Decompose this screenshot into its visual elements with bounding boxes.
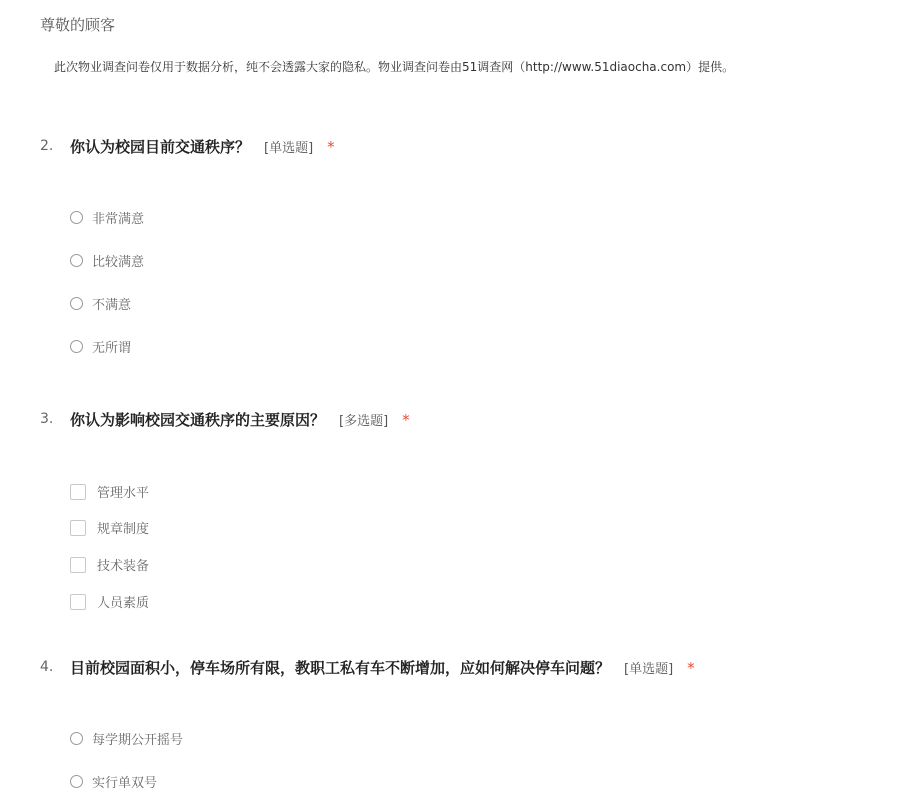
- required-mark: *: [687, 659, 695, 677]
- question-title: [70, 136, 335, 157]
- option-label: 规章制度: [97, 522, 150, 537]
- radio-button[interactable]: [70, 297, 83, 310]
- option-radio[interactable]: [70, 337, 131, 356]
- option-label: 每学期公开摇号: [92, 733, 184, 748]
- radio-button[interactable]: [70, 340, 83, 353]
- question-text: 目前校园面积小，停车场所有限，教职工私有车不断增加，应如何解决停车问题？: [70, 659, 611, 677]
- option-label: 人员素质: [97, 596, 150, 611]
- question-type-tag: [单选题]: [264, 141, 314, 156]
- option-radio[interactable]: [70, 729, 183, 748]
- question-number: 2.: [40, 138, 54, 154]
- option-label: 管理水平: [97, 486, 150, 501]
- question-title: [70, 409, 410, 430]
- option-label: 比较满意: [92, 255, 145, 270]
- radio-button[interactable]: [70, 775, 83, 788]
- option-checkbox[interactable]: [70, 482, 149, 501]
- option-checkbox[interactable]: [70, 518, 149, 537]
- radio-button[interactable]: [70, 254, 83, 267]
- option-label: 不满意: [92, 298, 132, 313]
- option-checkbox[interactable]: [70, 592, 149, 611]
- option-radio[interactable]: [70, 772, 157, 791]
- radio-button[interactable]: [70, 211, 83, 224]
- option-label: 无所谓: [92, 341, 132, 356]
- option-label: 实行单双号: [92, 776, 158, 791]
- option-label: 技术装备: [97, 559, 150, 574]
- question-number: 4.: [40, 659, 54, 675]
- required-mark: *: [327, 138, 335, 156]
- option-label: 非常满意: [92, 212, 145, 227]
- radio-button[interactable]: [70, 732, 83, 745]
- survey-intro: 此次物业调查问卷仅用于数据分析，纯不会透露大家的隐私。物业调查问卷由51调查网（http://www.51diaocha.com）提供。: [54, 60, 735, 74]
- checkbox[interactable]: [70, 557, 86, 573]
- option-radio[interactable]: [70, 208, 144, 227]
- checkbox[interactable]: [70, 520, 86, 536]
- option-checkbox[interactable]: [70, 555, 149, 574]
- survey-greeting: 尊敬的顾客: [40, 16, 116, 34]
- question-text: 你认为校园目前交通秩序？: [70, 138, 251, 156]
- question-type-tag: [单选题]: [624, 662, 674, 677]
- question-number: 3.: [40, 411, 54, 427]
- checkbox[interactable]: [70, 594, 86, 610]
- option-radio[interactable]: [70, 294, 131, 313]
- checkbox[interactable]: [70, 484, 86, 500]
- option-radio[interactable]: [70, 251, 144, 270]
- question-text: 你认为影响校园交通秩序的主要原因？: [70, 411, 326, 429]
- required-mark: *: [402, 411, 410, 429]
- question-title: [70, 657, 695, 678]
- question-type-tag: [多选题]: [339, 414, 389, 429]
